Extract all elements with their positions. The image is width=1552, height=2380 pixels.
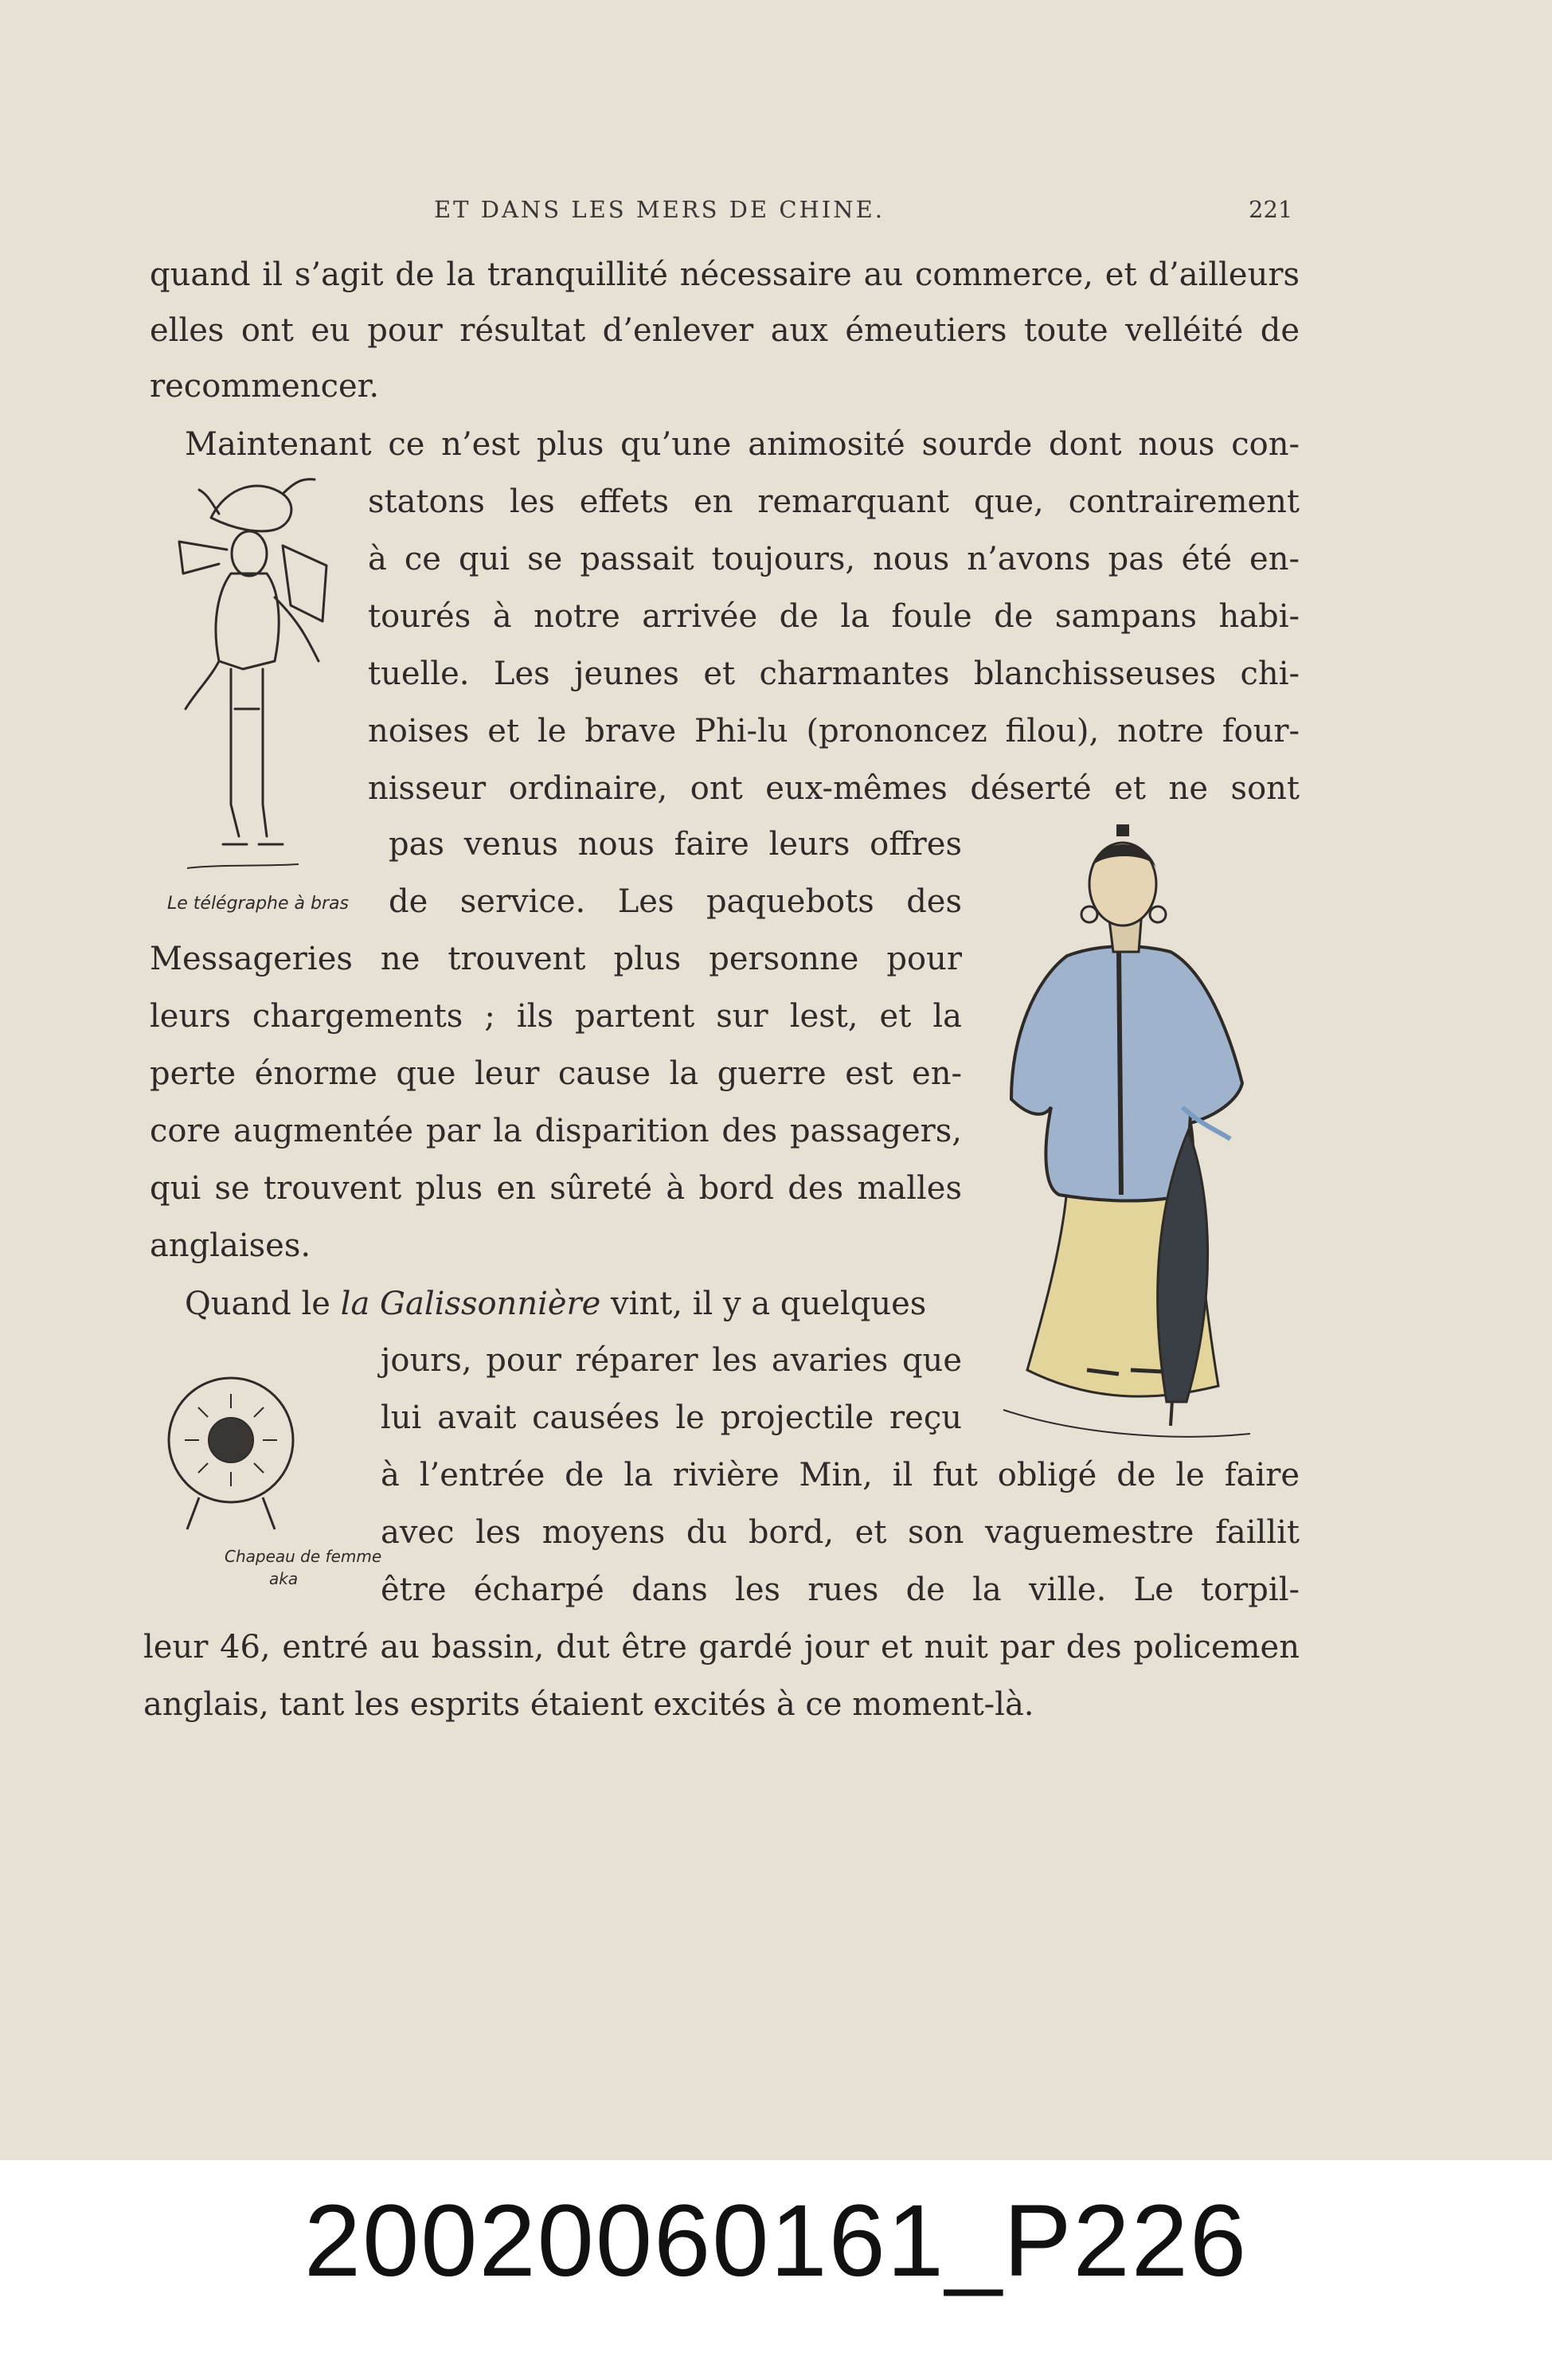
text-line: anglais, tant les esprits étaient excités à ce moment-là. [143, 1686, 1034, 1723]
text-run: vint, il y a quelques [600, 1286, 927, 1322]
chinese-woman-illustration [979, 812, 1266, 1450]
hat-caption-line2: aka [269, 1569, 299, 1588]
running-head: ET DANS LES MERS DE CHINE. [434, 196, 885, 223]
text-line: statons les effets en remarquant que, contrairement [368, 483, 1300, 520]
text-run: Quand le [185, 1286, 341, 1322]
text-line: leur 46, entré au bassin, dut être gardé jour et nuit par des policemen [143, 1629, 1300, 1666]
ship-name: la Galissonnière [340, 1286, 601, 1322]
text-line: lui avait causées le projectile reçu [381, 1399, 962, 1436]
telegraph-caption: Le télégraphe à bras [167, 894, 349, 914]
text-line: recommencer. [150, 368, 380, 405]
hat-caption-line1: Chapeau de femme [225, 1547, 382, 1566]
text-line: elles ont eu pour résultat d’enlever aux émeutiers toute velléité de [150, 312, 1300, 349]
text-line: Messageries ne trouvent plus personne pour [150, 941, 962, 977]
page-number: 221 [1249, 196, 1293, 223]
text-line: qui se trouvent plus en sûreté à bord des malles [150, 1170, 962, 1207]
text-line: tourés à notre arrivée de la foule de sampans habi- [368, 598, 1300, 635]
text-line: Maintenant ce n’est plus qu’une animosité sourde dont nous con- [185, 426, 1300, 463]
text-line: tuelle. Les jeunes et charmantes blanchisseuses chi- [368, 656, 1300, 692]
text-line: pas venus nous faire leurs offres [389, 826, 962, 863]
catalog-id-label: 20020060161_P226 [303, 2184, 1249, 2298]
text-line: anglaises. [150, 1227, 311, 1264]
text-line: de service. Les paquebots des [389, 883, 962, 920]
text-line: core augmentée par la disparition des passagers, [150, 1113, 962, 1149]
text-line: quand il s’agit de la tranquillité nécessaire au commerce, et d’ailleurs [150, 256, 1300, 293]
text-line: à ce qui se passait toujours, nous n’avons pas été en- [368, 541, 1300, 577]
telegraph-sailor-illustration [163, 470, 354, 892]
text-line-galissonniere [185, 1288, 926, 1320]
text-line: jours, pour réparer les avaries que [381, 1342, 962, 1379]
text-line: être écharpé dans les rues de la ville. Le torpil- [381, 1572, 1300, 1608]
page-header [0, 196, 1552, 228]
text-line: à l’entrée de la rivière Min, il fut obligé de le faire [381, 1457, 1300, 1493]
text-line: perte énorme que leur cause la guerre est en- [150, 1055, 962, 1092]
text-line: avec les moyens du bord, et son vaguemestre faillit [381, 1514, 1300, 1551]
text-line: nisseur ordinaire, ont eux-mêmes déserté et ne sont [368, 770, 1300, 807]
hat-illustration [155, 1370, 315, 1537]
text-line: noises et le brave Phi-lu (prononcez filou), notre four- [368, 713, 1300, 750]
text-line: leurs chargements ; ils partent sur lest, et la [150, 998, 962, 1035]
